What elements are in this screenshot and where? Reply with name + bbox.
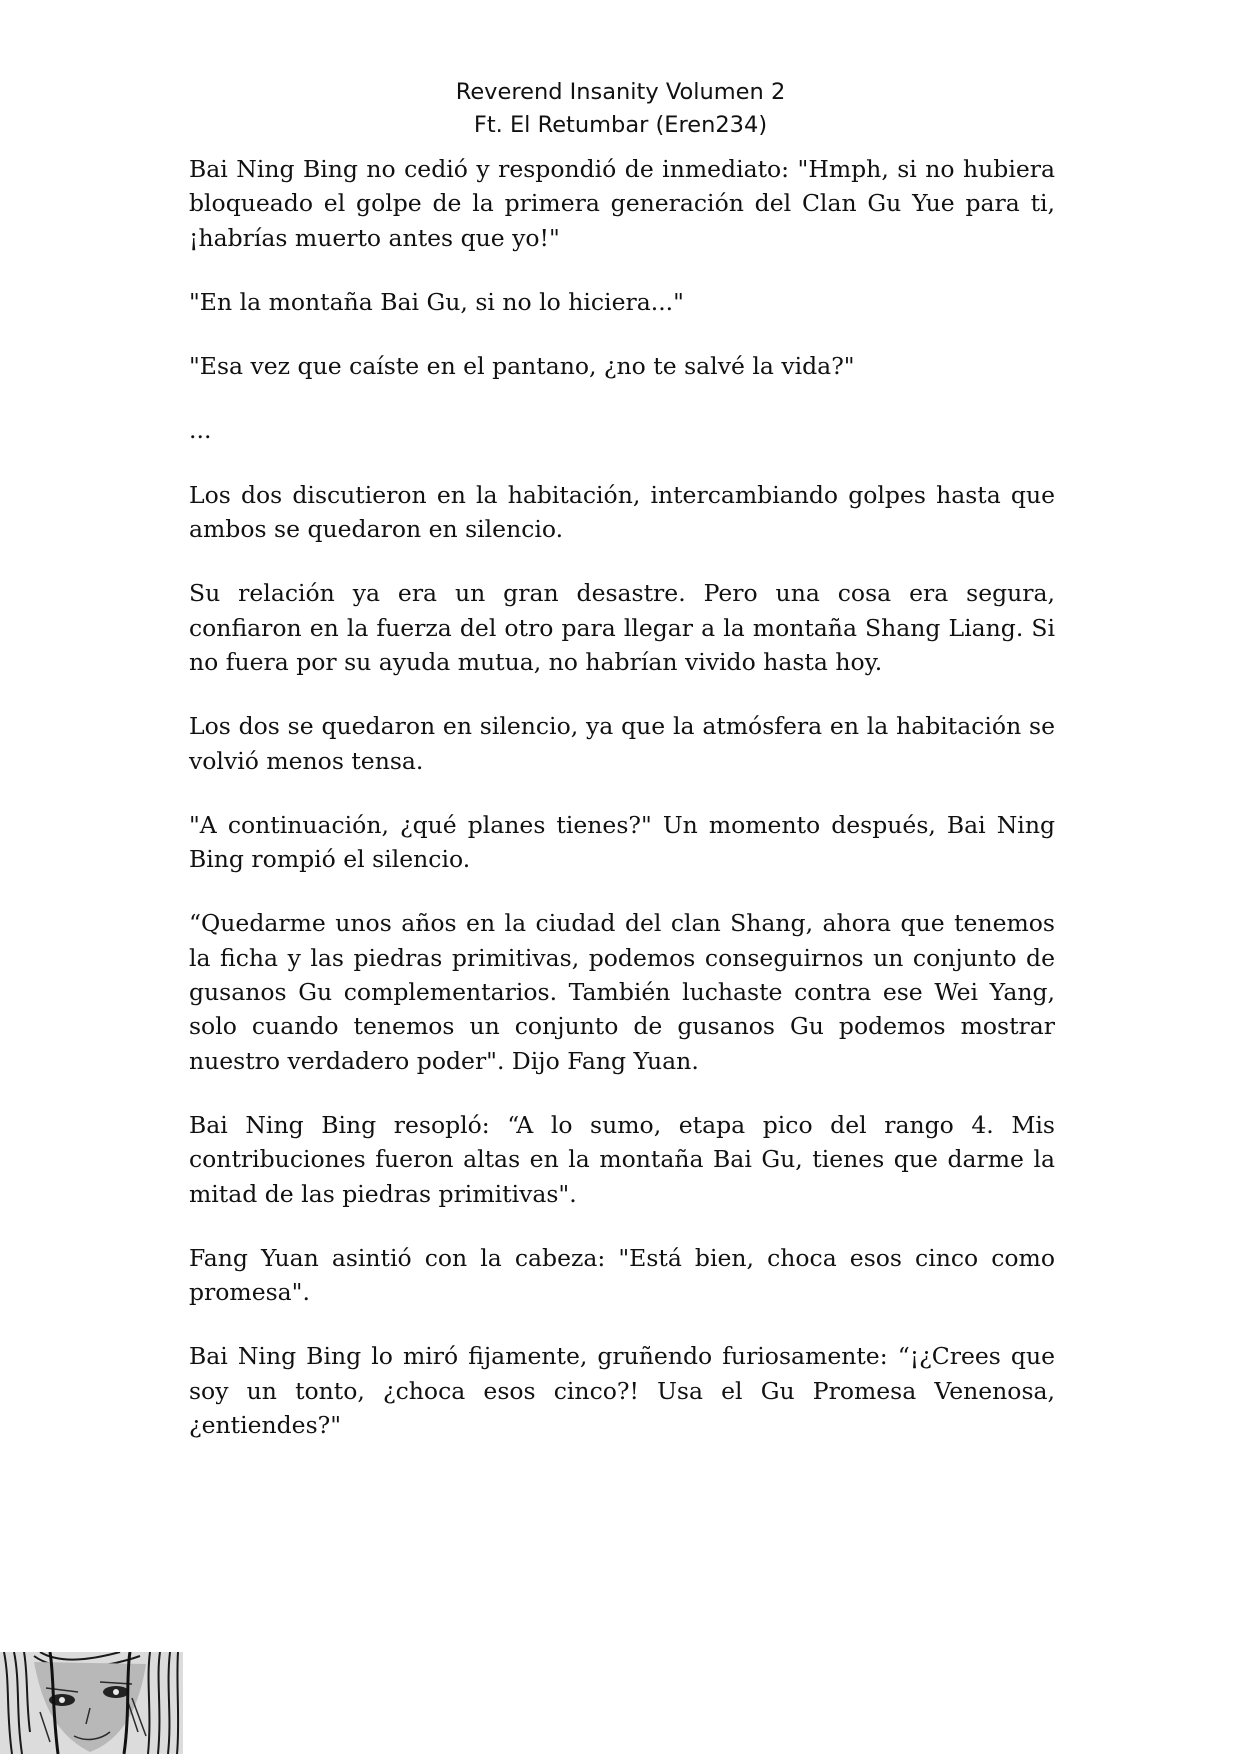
paragraph: Los dos discutieron en la habitación, intercambiando golpes hasta que ambos se quedaron en silencio. (189, 480, 1055, 544)
paragraph: "Esa vez que caíste en el pantano, ¿no te salvé la vida?" (189, 352, 855, 381)
page-header (0, 76, 1241, 142)
paragraph: “Quedarme unos años en la ciudad del clan Shang, ahora que tenemos la ficha y las piedras primitivas, podemos conseguirnos un conjunto de gusanos Gu complementarios. También luchaste contra ese Wei Yang, solo cuando tenemos un conjunto de gusanos Gu podemos mostrar nuestro verdadero poder". Dijo Fang Yuan. (189, 909, 1055, 1075)
paragraph: Bai Ning Bing lo miró fijamente, gruñendo furiosamente: “¡¿Crees que soy un tonto, ¿choca esos cinco?! Usa el Gu Promesa Venenosa, ¿entiendes?" (189, 1342, 1055, 1440)
chapter-body (189, 152, 1055, 1472)
paragraph: Su relación ya era un gran desastre. Pero una cosa era segura, confiaron en la fuerza del otro para llegar a la montaña Shang Liang. Si no fuera por su ayuda mutua, no habrían vivido hasta hoy. (189, 579, 1055, 676)
header-title: Reverend Insanity Volumen 2 (455, 79, 786, 105)
paragraph: Bai Ning Bing resopló: “A lo sumo, etapa pico del rango 4. Mis contribuciones fueron altas en la montaña Bai Gu, tienes que darme la mitad de las piedras primitivas". (189, 1110, 1055, 1208)
paragraph: Los dos se quedaron en silencio, ya que la atmósfera en la habitación se volvió menos tensa. (189, 712, 1055, 775)
paragraph: Fang Yuan asintió con la cabeza: "Está bien, choca esos cinco como promesa". (189, 1243, 1055, 1307)
paragraph: "A continuación, ¿qué planes tienes?" Un momento después, Bai Ning Bing rompió el silencio. (189, 810, 1055, 874)
header-credit: Ft. El Retumbar (Eren234) (473, 112, 768, 138)
paragraph: Bai Ning Bing no cedió y respondió de inmediato: "Hmph, si no hubiera bloqueado el golpe de la primera generación del Clan Gu Yue para ti, ¡habrías muerto antes que yo!" (189, 155, 1055, 252)
manga-character-portrait-icon (0, 1652, 183, 1754)
paragraph: "En la montaña Bai Gu, si no lo hiciera..." (189, 287, 684, 316)
paragraph: ... (189, 416, 212, 445)
